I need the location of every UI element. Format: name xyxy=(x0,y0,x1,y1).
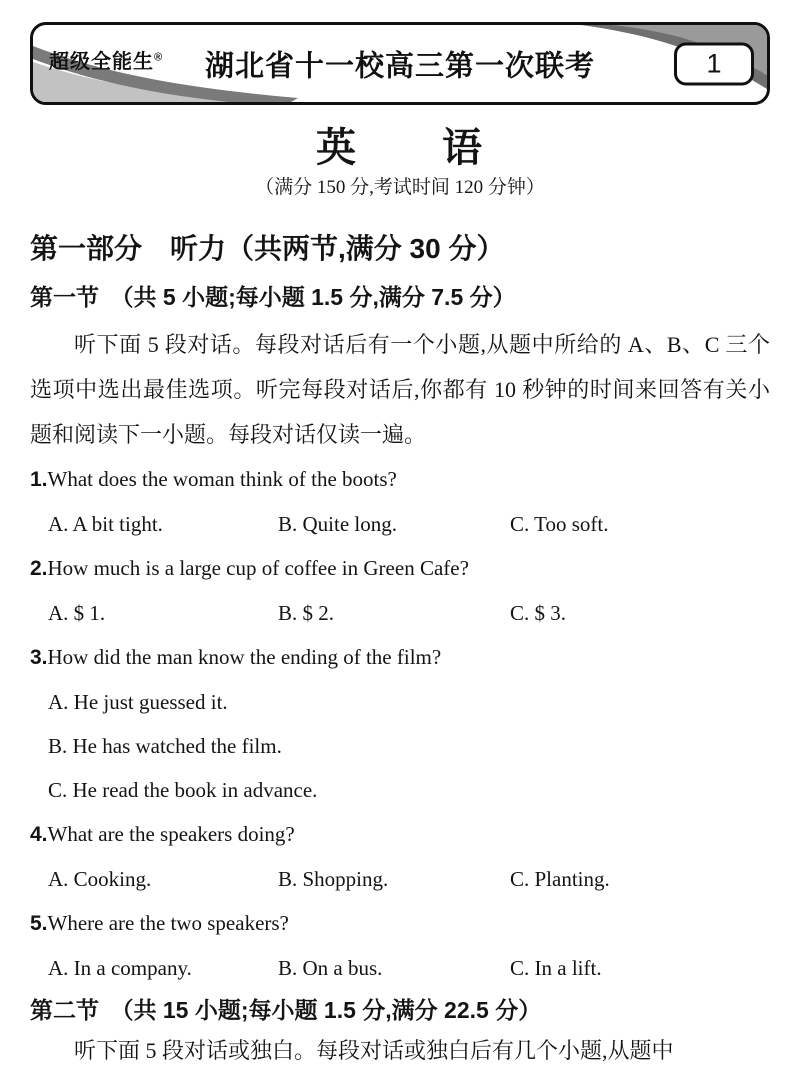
question-4-number: 4. xyxy=(30,823,48,846)
question-3-option-a: A. He just guessed it. xyxy=(48,690,228,714)
exam-body xyxy=(0,125,800,1073)
subject-subtitle: （满分 150 分,考试时间 120 分钟） xyxy=(255,177,545,198)
question-4 xyxy=(30,812,770,901)
question-5 xyxy=(30,901,770,990)
question-1-line xyxy=(30,457,770,502)
part1-heading: 第一部分 听力（共两节,满分 30 分） xyxy=(30,233,505,264)
question-4-option-c: C. Planting. xyxy=(510,867,610,891)
question-4-option-b: B. Shopping. xyxy=(278,867,389,891)
section2-instructions: 听下面 5 段对话或独白。每段对话或独白后有几个小题,从题中 xyxy=(74,1038,674,1063)
question-3-line xyxy=(30,635,770,680)
registered-trademark-icon: ® xyxy=(154,51,163,64)
question-1-text: What does the woman think of the boots? xyxy=(47,467,397,491)
question-1-options xyxy=(30,502,770,546)
question-2-text: How much is a large cup of coffee in Green Cafe? xyxy=(47,556,469,580)
question-1 xyxy=(30,457,770,546)
question-2-option-c: C. $ 3. xyxy=(510,601,567,625)
question-4-options xyxy=(30,857,770,901)
subject-title: 英 语 xyxy=(316,125,484,170)
question-2-number: 2. xyxy=(30,557,48,580)
question-5-options xyxy=(30,946,770,990)
question-3-option-c: C. He read the book in advance. xyxy=(48,778,318,802)
brand-logo-text: 超级全能生 xyxy=(49,51,154,73)
question-5-option-a: A. In a company. xyxy=(48,956,192,980)
section2-heading: 第二节 （共 15 小题;每小题 1.5 分,满分 22.5 分） xyxy=(30,997,542,1023)
exam-header-banner xyxy=(30,22,770,105)
question-2-line xyxy=(30,546,770,591)
question-5-option-b: B. On a bus. xyxy=(278,956,383,980)
question-5-number: 5. xyxy=(30,912,48,935)
question-1-number: 1. xyxy=(30,468,48,491)
section1-heading: 第一节 （共 5 小题;每小题 1.5 分,满分 7.5 分） xyxy=(30,284,516,310)
question-1-option-b: B. Quite long. xyxy=(278,512,397,536)
question-2 xyxy=(30,546,770,635)
question-3-text: How did the man know the ending of the film? xyxy=(47,645,442,669)
question-2-option-a: A. $ 1. xyxy=(48,601,106,625)
question-3-options xyxy=(30,680,770,812)
question-1-option-a: A. A bit tight. xyxy=(48,512,163,536)
question-5-text: Where are the two speakers? xyxy=(47,911,289,935)
question-1-option-c: C. Too soft. xyxy=(510,512,609,536)
question-5-option-c: C. In a lift. xyxy=(510,956,602,980)
exam-page xyxy=(0,22,800,1090)
brand-logo xyxy=(49,45,162,74)
exam-title: 湖北省十一校高三第一次联考 xyxy=(204,50,596,82)
question-3-option-b: B. He has watched the film. xyxy=(48,734,282,758)
page-number-badge: 1 xyxy=(674,42,754,85)
question-2-options xyxy=(30,591,770,635)
question-4-option-a: A. Cooking. xyxy=(48,867,152,891)
question-2-option-b: B. $ 2. xyxy=(278,601,335,625)
question-5-line xyxy=(30,901,770,946)
question-3-number: 3. xyxy=(30,646,48,669)
section1-instructions: 听下面 5 段对话。每段对话后有一个小题,从题中所给的 A、B、C 三个选项中选出最佳选项。听完每段对话后,你都有 10 秒钟的时间来回答有关小题和阅读下一小题。每段对话仅读一遍。 xyxy=(30,332,770,447)
question-4-line xyxy=(30,812,770,857)
question-3 xyxy=(30,635,770,812)
question-4-text: What are the speakers doing? xyxy=(47,822,295,846)
